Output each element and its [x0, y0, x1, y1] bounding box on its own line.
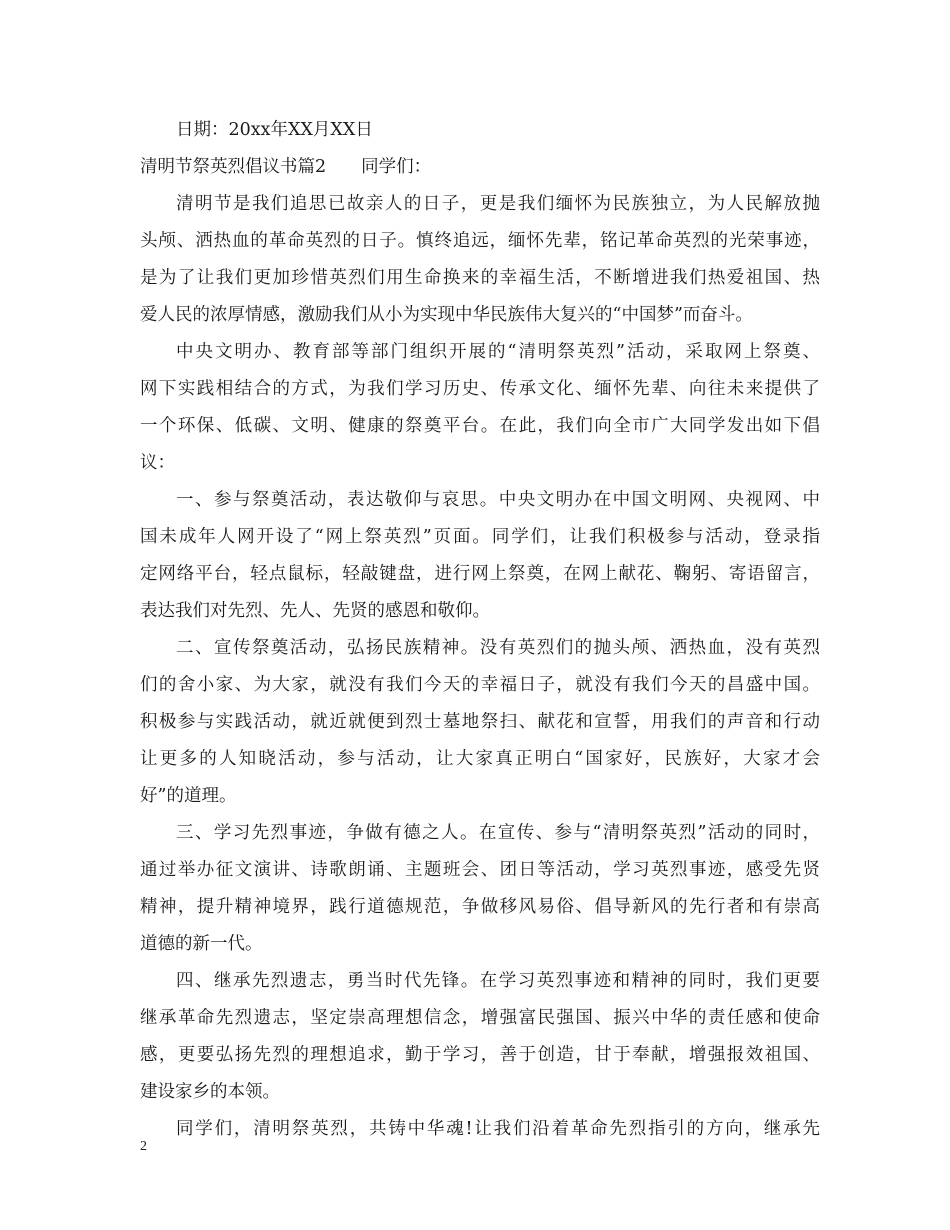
document-body: [140, 112, 820, 1148]
paragraph-2: [140, 334, 820, 482]
paragraph-line: 感，更要弘扬先烈的理想追求，勤于学习，善于创造，甘于奉献，增强报效祖国、: [140, 1045, 820, 1065]
paragraph-line: 表达我们对先烈、先人、先贤的感恩和敬仰。: [140, 601, 490, 621]
paragraph-5: [140, 815, 820, 963]
paragraph-line: 网下实践相结合的方式，为我们学习历史、传承文化、缅怀先辈、向往未来提供了: [140, 379, 820, 399]
heading-line: 清明节祭英烈倡议书篇2 同学们：: [140, 157, 432, 177]
paragraph-3: [140, 482, 820, 630]
paragraph-line: 国未成年人网开设了“网上祭英烈”页面。同学们，让我们积极参与活动，登录指: [140, 527, 820, 547]
paragraph-line: 三、学习先烈事迹，争做有德之人。在宣传、参与“清明祭英烈”活动的同时，: [176, 823, 820, 843]
paragraph-line: 同学们，清明祭英烈，共铸中华魂!让我们沿着革命先烈指引的方向，继承先: [176, 1119, 820, 1139]
paragraph-line: 定网络平台，轻点鼠标，轻敲键盘，进行网上祭奠，在网上献花、鞠躬、寄语留言，: [140, 564, 820, 584]
paragraph-line: 通过举办征文演讲、诗歌朗诵、主题班会、团日等活动，学习英烈事迹，感受先贤: [140, 860, 820, 880]
paragraph-line: 一、参与祭奠活动，表达敬仰与哀思。中央文明办在中国文明网、央视网、中: [176, 490, 820, 510]
paragraph-line: 中央文明办、教育部等部门组织开展的“清明祭英烈”活动，采取网上祭奠、: [176, 342, 820, 362]
paragraph-line: 是为了让我们更加珍惜英烈们用生命换来的幸福生活，不断增进我们热爱祖国、热: [140, 268, 820, 288]
paragraph-line: 建设家乡的本领。: [140, 1082, 280, 1102]
paragraph-line: 好”的道理。: [140, 786, 237, 806]
paragraph-line: 二、宣传祭奠活动，弘扬民族精神。没有英烈们的抛头颅、洒热血，没有英烈: [176, 638, 820, 658]
paragraph-1: [140, 186, 820, 334]
paragraph-line: 议：: [140, 453, 175, 473]
paragraph-line: 清明节是我们追思已故亲人的日子，更是我们缅怀为民族独立，为人民解放抛: [176, 194, 820, 214]
paragraph-line: 积极参与实践活动，就近就便到烈士墓地祭扫、献花和宣誓，用我们的声音和行动: [140, 712, 820, 732]
paragraph-7: [140, 1111, 820, 1148]
paragraph-line: 让更多的人知晓活动，参与活动，让大家真正明白“国家好，民族好，大家才会: [140, 749, 820, 769]
paragraph-6: [140, 963, 820, 1111]
paragraph-line: 道德的新一代。: [140, 934, 263, 954]
date-line: 日期：20xx年XX月XX日: [176, 120, 373, 140]
paragraph-line: 四、继承先烈遗志，勇当时代先锋。在学习英烈事迹和精神的同时，我们更要: [176, 971, 820, 991]
paragraph-line: 一个环保、低碳、文明、健康的祭奠平台。在此，我们向全市广大同学发出如下倡: [140, 416, 820, 436]
paragraph-line: 精神，提升精神境界，践行道德规范，争做移风易俗、倡导新风的先行者和有崇高: [140, 897, 820, 917]
paragraph-line: 爱人民的浓厚情感，激励我们从小为实现中华民族伟大复兴的“中国梦”而奋斗。: [140, 305, 753, 325]
page-number: 2: [140, 1139, 147, 1154]
paragraph-4: [140, 630, 820, 815]
paragraph-line: 继承革命先烈遗志，坚定崇高理想信念，增强富民强国、振兴中华的责任感和使命: [140, 1008, 820, 1028]
paragraph-line: 头颅、洒热血的革命英烈的日子。慎终追远，缅怀先辈，铭记革命英烈的光荣事迹，: [140, 231, 820, 251]
paragraph-line: 们的舍小家、为大家，就没有我们今天的幸福日子，就没有我们今天的昌盛中国。: [140, 675, 820, 695]
